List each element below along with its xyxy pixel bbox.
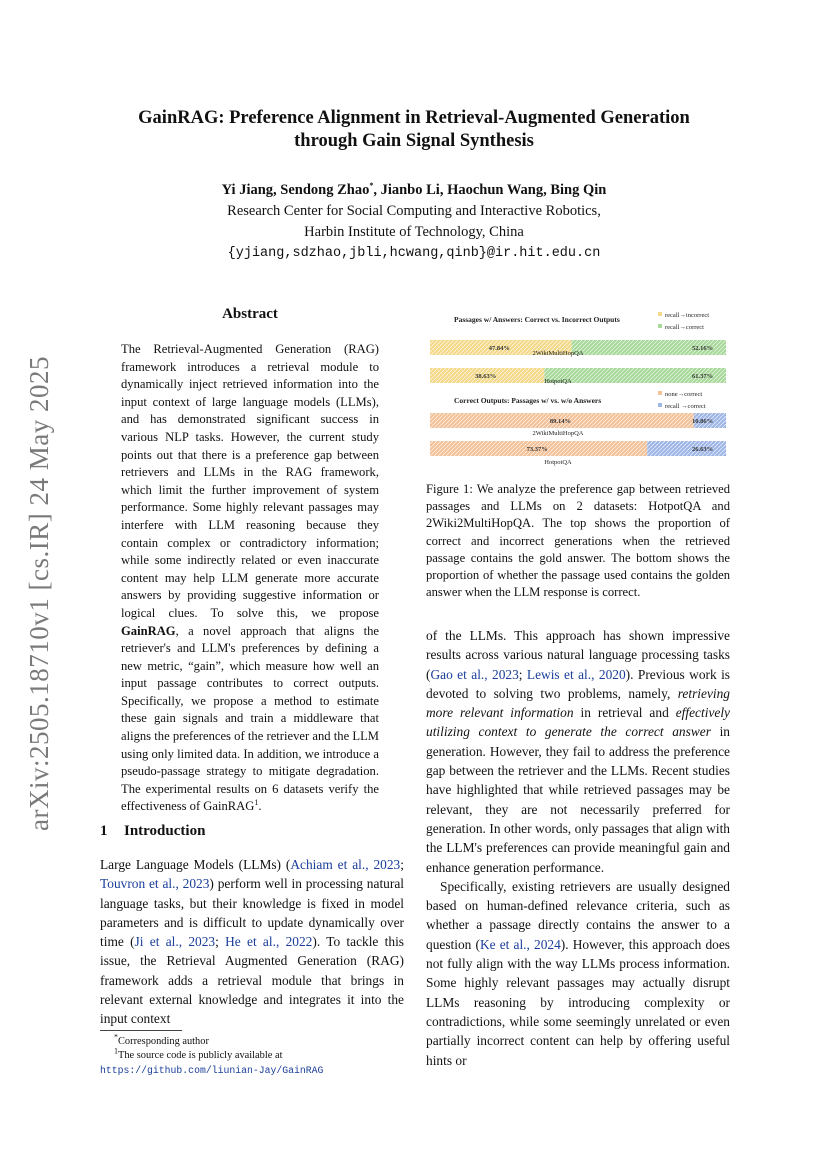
text-run: of the LLMs. This approach has shown impressive results across various natural language processing tasks ( (426, 628, 730, 682)
intro-right-column (426, 626, 730, 1070)
intro-left-column (100, 855, 404, 1029)
category-label: HotpotQA (544, 459, 572, 466)
intro-paragraph-3 (426, 877, 730, 1070)
footnote-text-2: The source code is publicly available at (118, 1050, 283, 1062)
abstract-method-name: GainRAG (121, 623, 176, 638)
footnotes (100, 1032, 408, 1078)
citation-link[interactable]: Achiam et al., 2023 (290, 857, 401, 872)
figure-1 (426, 308, 730, 468)
affiliation-line-2: Harbin Institute of Technology, China (304, 224, 524, 240)
bar-data-label: 61.37% (692, 373, 714, 380)
section-number: 1 (100, 823, 108, 839)
text-run: in retrieval and (573, 705, 676, 721)
chart-title: Passages w/ Answers: Correct vs. Incorrect Outputs (454, 315, 620, 324)
bar-data-label: 38.63% (475, 373, 497, 380)
category-label: 2WikiMultiHopQA (532, 350, 584, 357)
citation-link[interactable]: Lewis et al., 2020 (526, 666, 626, 682)
intro-paragraph-2 (426, 626, 730, 877)
footnote-code (100, 1046, 408, 1078)
text-run: ; (400, 857, 404, 872)
category-label: 2WikiMultiHopQA (532, 430, 584, 437)
footnote-text-1: Corresponding author (118, 1036, 209, 1047)
author-block (100, 180, 728, 264)
citation-link[interactable]: Gao et al., 2023 (430, 666, 519, 682)
emphasis-text: effectively utilizing context to generate the correct answer (426, 705, 730, 740)
abstract-text (121, 341, 379, 816)
bar-data-label: 47.84% (488, 345, 510, 352)
text-run: in generation. However, they fail to address the preference gap between the retriever and the LLMs. Recent studies have highlighted that while retrieved passages may be relevant, they are not necessarily preferred for generation. In other words, only passages that align with the LLM's preferences can provide meaningful gain and enhance generation performance. (426, 724, 730, 875)
abstract-end: . (258, 799, 262, 814)
figure-1-chart (426, 308, 730, 468)
bar-segment (647, 441, 726, 456)
abstract-heading: Abstract (222, 306, 278, 322)
section-title: Introduction (124, 823, 206, 839)
bar-data-label: 89.14% (549, 418, 572, 425)
footnote-rule (100, 1030, 182, 1031)
legend-label: recall→incorrect (665, 312, 710, 319)
authors-rest: , Jianbo Li, Haochun Wang, Bing Qin (373, 182, 607, 198)
abstract-part-1: The Retrieval-Augmented Generation (RAG) framework introduces a retrieval module to dynamically inject retrieved information into the input context of large language models (LLMs), and has demonstrated significant success in various NLP tasks. However, the current study points out that there is a preference gap between retrievers and LLMs in the RAG framework, which limit the further improvement of system performance. Some highly relevant passages may interfere with LLM reasoning because they contain complex or contradictory information; while some indirectly related or even inaccurate content may help LLM generate more accurate answers by providing suggestive information or logical clues. To solve this, we propose (121, 342, 379, 620)
bar-data-label: 52.16% (692, 345, 714, 352)
bar-data-label: 73.37% (526, 446, 548, 453)
legend-label: recall →correct (665, 403, 706, 410)
text-run: ; (215, 934, 226, 950)
legend-swatch (658, 391, 662, 395)
code-url-link[interactable]: https://github.com/liunian-Jay/GainRAG (100, 1064, 324, 1076)
footnote-mark-star: * (114, 1032, 118, 1042)
text-run: ). To tackle this issue, the Retrieval Augmented Generation (RAG) framework adds a retrieval module that brings in relevant external knowledge and integrates it into the input context (100, 934, 404, 1027)
emphasis-text: retrieving more relevant information (426, 685, 730, 721)
citation-link[interactable]: Ke et al., 2024 (479, 936, 561, 952)
author-emails: {yjiang,sdzhao,jbli,hcwang,qinb}@ir.hit.edu.cn (227, 246, 601, 261)
category-label: HotpotQA (544, 378, 572, 385)
footnote-ref-1[interactable]: 1 (254, 798, 259, 808)
abstract-part-2: , a novel approach that aligns the retriever's and LLM's preferences by defining a new metric, “gain”, which measure how well an input passage contributes to correct outputs. Specifically, we propose a method to estimate these gain signals and train a middleware that aligns the preferences of the retriever and the LLM using only limited data. In addition, we introduce a pseudo-passage strategy to mitigate degradation. The experimental results on 6 datasets verify the effectiveness of GainRAG (121, 623, 379, 814)
authors-first: Yi Jiang, Sendong Zhao (221, 182, 370, 198)
citation-link[interactable]: Touvron et al., 2023 (100, 876, 210, 892)
legend-label: recall→correct (665, 324, 704, 331)
title-line-1: GainRAG: Preference Alignment in Retrieval-Augmented Generation (138, 108, 690, 128)
footnote-mark-1: 1 (114, 1046, 118, 1056)
legend-label: none→correct (665, 391, 703, 398)
chart-title: Correct Outputs: Passages w/ vs. w/o Answers (454, 396, 602, 405)
footnote-corresponding (100, 1032, 408, 1049)
affiliation-line-1: Research Center for Social Computing and Interactive Robotics, (227, 203, 601, 219)
text-run: ). Previous work is devoted to solving two problems, namely, (426, 666, 731, 701)
text-run: ). However, this approach does not fully align with the way LLMs process information. Some highly relevant passages may actually disrupt LLMs reasoning by introducing complexity or contradictions, while some seemingly unrelated or even partially incorrect content can help by offering useful hints or (426, 936, 730, 1068)
text-run: Specifically, existing retrievers are usually designed based on human-defined relevance criteria, such as whether a passage directly contains the answer to a question ( (426, 878, 730, 952)
intro-paragraph-1 (100, 855, 404, 1029)
legend-swatch (658, 312, 662, 316)
text-run: Large Language Models (LLMs) ( (100, 857, 291, 872)
bar-data-label: 10.86% (692, 418, 714, 425)
bar-data-label: 26.63% (692, 446, 714, 453)
legend-swatch (658, 324, 662, 328)
legend-swatch (658, 403, 662, 407)
citation-link[interactable]: Ji et al., 2023 (134, 934, 216, 950)
title-line-2: through Gain Signal Synthesis (294, 131, 534, 151)
figure-caption: Figure 1: We analyze the preference gap between retrieved passages and LLMs on 2 datasets: HotpotQA and 2Wiki2MultiHopQA. The top shows the proportion of correct and incorrect generations when the retrieved passage contains the gold answer. The bottom shows the proportion of whether the passage used contains the golden answer when the LLM response is correct. (426, 482, 730, 600)
corresponding-mark: * (369, 181, 374, 191)
text-run: ) perform well in processing natural language tasks, but their knowledge is fixed in model parameters and is difficult to update dynamically over time ( (100, 876, 404, 950)
paper-title (100, 107, 728, 153)
section-heading-introduction (100, 823, 205, 840)
arxiv-identifier: arXiv:2505.18710v1 [cs.IR] 24 May 2025 (24, 356, 54, 831)
author-names (100, 180, 728, 201)
text-run: ; (518, 666, 527, 682)
citation-link[interactable]: He et al., 2022 (225, 934, 313, 950)
